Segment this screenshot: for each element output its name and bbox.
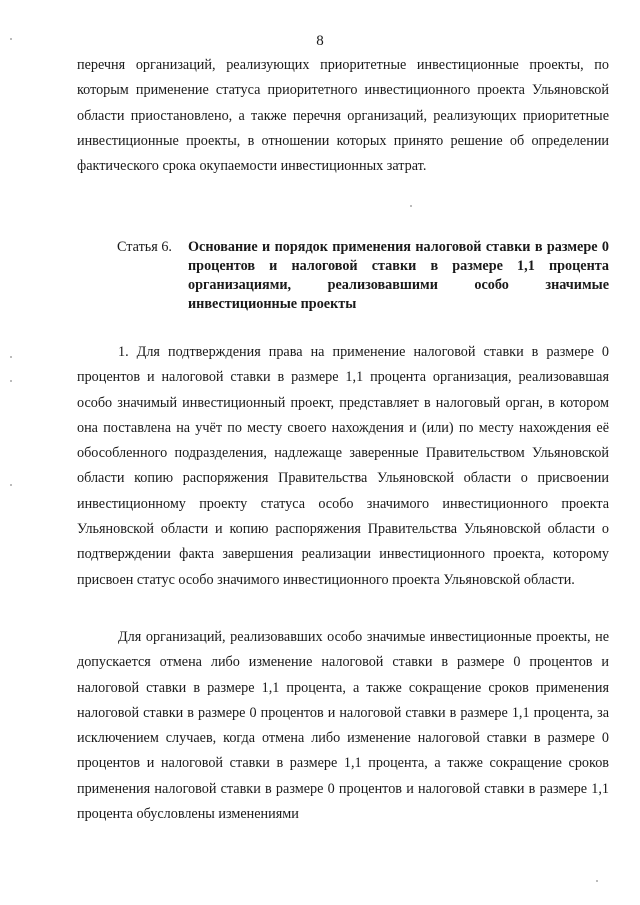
scan-speck: [10, 380, 12, 382]
scan-speck: [10, 356, 12, 358]
scan-speck: [10, 38, 12, 40]
page-number: 8: [316, 33, 324, 49]
intro-paragraph: перечня организаций, реализующих приоритетные инвестиционные проекты, по которым применение статуса приоритетного инвестиционного проекта Ульяновской области приостановлено, а также перечня организаций, реализующих приоритетные инвестиционные проекты, в отношении которых принято решение об определении фактического срока окупаемости инвестиционных затрат.: [77, 57, 609, 175]
scan-speck: [410, 205, 412, 207]
article-label: Статья 6.: [117, 239, 172, 255]
scan-speck: [596, 880, 598, 882]
paragraph-1: 1. Для подтверждения права на применение налоговой ставки в размере 0 процентов и налоговой ставки в размере 1,1 процента организация, реализовавшая особо значимый инвестиционный проект, представляет в налоговый орган, в котором она поставлена на учёт по месту своего нахождения и (или) по месту нахождения её обособленного подразделения, надлежаще заверенные Правительством Ульяновской области копию распоряжения Правительства Ульяновской области о присвоении инвестиционному проекту статуса особо значимого инвестиционного проекта Ульяновской области и копию распоряжения Правительства Ульяновской области о подтверждении факта завершения реализации инвестиционного проекта, которому присвоен статус особо значимого инвестиционного проекта Ульяновской области.: [77, 344, 609, 588]
scan-speck: [10, 484, 12, 486]
article-title: Основание и порядок применения налоговой ставки в размере 0 процентов и налоговой ставки в размере 1,1 процента организациями, реализовавшими особо значимые инвестиционные проекты: [188, 239, 609, 312]
paragraph-2: Для организаций, реализовавших особо значимые инвестиционные проекты, не допускается отмена либо изменение налоговой ставки в размере 0 процентов и налоговой ставки в размере 1,1 процента, а также сокращение сроков применения налоговой ставки в размере 0 процентов и налоговой ставки в размере 1,1 процента, за исключением случаев, когда отмена либо изменение налоговой ставки в размере 0 процентов и налоговой ставки в размере 1,1 процента, а также сокращение сроков применения налоговой ставки в размере 0 процентов и налоговой ставки в размере 1,1 процента обусловлены изменениями: [77, 629, 609, 823]
